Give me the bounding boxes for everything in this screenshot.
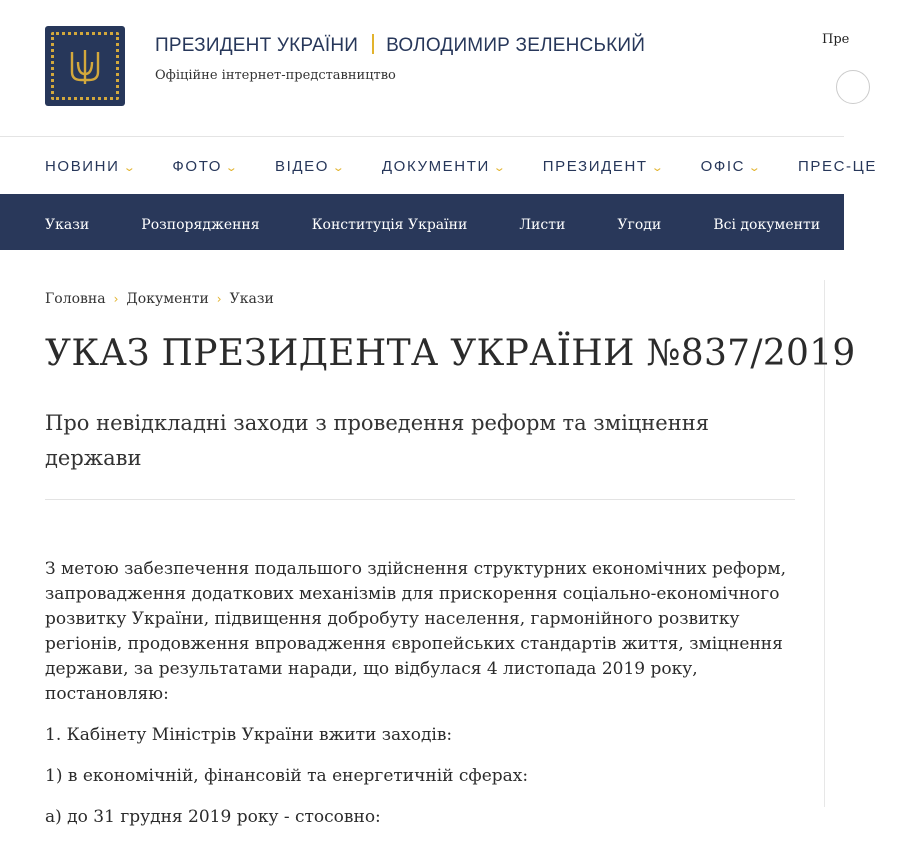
page-subtitle: Про невідкладні заходи з проведення реформ та зміцнення держави (45, 411, 709, 470)
chevron-right-icon: › (113, 292, 119, 306)
subnav-item-orders[interactable]: Розпорядження (141, 217, 260, 233)
nav-item-office[interactable] (700, 158, 764, 175)
chevron-down-icon: ⌄ (224, 162, 241, 174)
breadcrumb-decrees[interactable]: Укази (229, 291, 274, 307)
chevron-down-icon: ⌄ (747, 162, 764, 174)
page-title: УКАЗ ПРЕЗИДЕНТА УКРАЇНИ №837/2019 (45, 333, 856, 374)
site-tagline: Офіційне інтернет-представництво (155, 68, 396, 83)
nav-item-label: ВІДЕО (274, 158, 329, 175)
nav-item-label: ДОКУМЕНТИ (381, 158, 490, 175)
trident-icon (69, 48, 101, 86)
search-button[interactable] (836, 70, 870, 104)
main-navigation (0, 137, 877, 194)
document-paragraph: а) до 31 грудня 2019 року - стосовно: (45, 807, 381, 827)
presidential-emblem-logo[interactable] (45, 26, 125, 106)
subnav-item-agreements[interactable]: Угоди (617, 217, 662, 233)
subnav-item-constitution[interactable]: Конституція України (311, 217, 468, 233)
nav-item-documents[interactable] (382, 158, 506, 175)
nav-item-label: ПРЕЗИДЕНТ (542, 158, 648, 175)
chevron-right-icon: › (216, 292, 222, 306)
subnav-item-all-documents[interactable]: Всі документи (713, 217, 821, 233)
document-body (45, 557, 805, 846)
chevron-down-icon: ⌄ (650, 162, 666, 174)
document-paragraph: 1) в економічній, фінансовій та енергетичній сферах: (45, 766, 529, 786)
subnav-item-decrees[interactable]: Укази (45, 217, 90, 233)
title-separator (372, 34, 374, 54)
site-title-name: ВОЛОДИМИР ЗЕЛЕНСЬКИЙ (386, 35, 646, 56)
title-divider (45, 499, 795, 500)
documents-subnav (0, 194, 844, 250)
document-paragraph: 1. Кабінету Міністрів України вжити заходів: (45, 725, 453, 745)
nav-item-label: ПРЕС-ЦЕ (798, 158, 877, 175)
subnav-item-letters[interactable]: Листи (519, 217, 566, 233)
breadcrumb (45, 291, 274, 307)
nav-item-label: ОФІС (700, 158, 746, 175)
site-title-president: ПРЕЗИДЕНТ УКРАЇНИ (155, 35, 359, 56)
nav-item-president[interactable] (543, 158, 664, 175)
nav-item-label: НОВИНИ (45, 158, 120, 175)
breadcrumb-documents[interactable]: Документи (126, 291, 209, 307)
breadcrumb-home[interactable]: Головна (45, 291, 106, 307)
chevron-down-icon: ⌄ (331, 162, 347, 174)
nav-item-video[interactable] (275, 158, 345, 175)
site-title[interactable] (155, 34, 645, 57)
document-paragraph: З метою забезпечення подальшого здійснення структурних економічних реформ, запровадження додаткових механізмів для прискорення соціально-економічного розвитку України, підвищення добробуту населення, гармонійного розвитку регіонів, продовження впровадження європейських стандартів життя, зміцнення держави, за результатами наради, що відбулася 4 листопада 2019 року, постановляю: (45, 559, 787, 704)
language-switcher[interactable]: Пре (822, 32, 850, 47)
nav-item-photo[interactable] (172, 158, 241, 175)
chevron-down-icon: ⌄ (492, 162, 508, 174)
chevron-down-icon: ⌄ (122, 162, 138, 174)
nav-item-label: ФОТО (172, 158, 223, 175)
nav-item-press-center[interactable] (798, 158, 877, 175)
nav-item-news[interactable] (45, 158, 138, 175)
site-header (0, 0, 850, 137)
